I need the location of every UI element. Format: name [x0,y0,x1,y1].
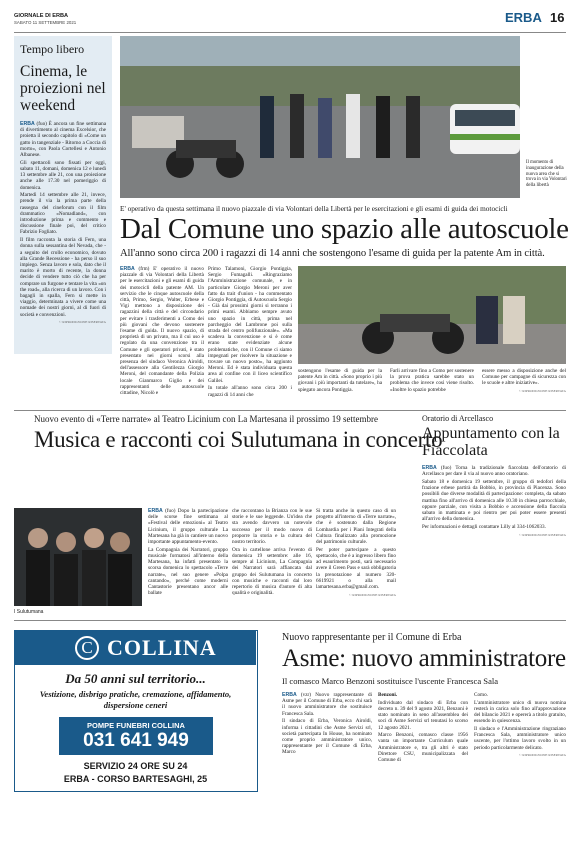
section-rule [14,620,566,621]
paper-name: GIORNALE DI ERBA [14,13,69,19]
ad-brand-bar [15,631,256,665]
page-number: 16 [550,10,565,25]
main-place: ERBA [120,266,135,272]
oratorio-place: ERBA [422,465,437,471]
asme-place: ERBA [282,692,297,698]
band-caption: I Sulutumana [14,609,44,615]
ad-collina [14,630,258,792]
main-kicker: E' operativo da questa settimana il nuovo piazzale di via Volontari della Libertà per le esercitazioni e gli esami di guida dei motocicli [120,204,508,213]
main-col-2: Primo Talamoni, Giorgio Pontiggia, Sergio Fumagalli. «Ringraziamo l'Amministrazione comunale, e in particolare Giorgio Meroni per aver fatto da trait d'union - ha commentato Giorgio Pontiggia, di Autoscuola Sergio - Già dai prossimi giorni si terranno i primi esami. Abbiamo sempre avuto uno spazio in città, prima nel parcheggio del Lambrone poi sulla strada del centro polifunzionale». «Ma scadeva la convenzione e si è come erano state evidenziate alcune problematiche, con il Comune ci siamo impegnati per risolvere la situazione e trovare un nuovo posto», ha aggiunto Meroni. Ed è stata individuata questa area al confine con il liceo scientifico Galilei. In totale all'anno sono circa 200 i ragazzi di 14 anni che [208,266,292,398]
copyright: © RIPRODUZIONE RISERVATA [519,753,566,758]
main-headline: Dal Comune uno spazio alle autoscuole [120,213,569,245]
sidebar-kicker: Tempo libero [20,42,85,56]
concert-col-2: che raccontano la Brianza con le sue storie e le sue leggende. Un'idea che sta avendo davvero un notevole successo per il modo nuovo di proporre la storia e la cultura del nostro territorio. Ora in cartellone arriva l'evento di domenica 19 settembre: alle 16, sempre al Licinium, La Compagnia dei Narratori sarà affiancata dal gruppo dei Sulutumana in concerto con musiche e racconti dal loro repertorio di musica d'autore di alta qualità e originalità. [232,508,312,597]
sidebar-paragraph: (fuo) È ancora un fine settimana di divertimento al cinema Excelsior, che proietta il secondo capitolo di «Come un gatto in tangenziale - Ritorno a Coccia di morto», con Paola Cortellesi e Antonio Albanese. [20,121,107,159]
ad-hours: SERVIZIO 24 ORE SU 24 [83,761,188,771]
copyright: © RIPRODUZIONE RISERVATA [349,592,396,597]
ad-phone: 031 641 949 [83,730,189,751]
ad-address: ERBA - CORSO BARTESAGHI, 25 [63,774,208,784]
sidebar-cinema [14,36,112,354]
oratorio-box: Oratorio di Arcellasco Appuntamento con la Fiaccolata ERBA (fuo) Torna la tradizionale fiaccolata dell'oratorio di Arcellasco per dare il via al nuovo anno oratoriano. Sabato 18 e domenica 19 settembre, il gruppo di tedofori della frazione erbese partirà da Bobbio, in provincia di Piacenza. Sono possibili due diverse modalità di partecipazione: completa, da sabato mattina fino all'arrivo di domenica alle 10.30 in chiesa parrocchiale, oppure parziale, con visita a Bobbio e accensione della fiaccola sabato in mattinata e poi rientro per poi poter essere presenti all'arrivo della domenica. Per informazioni e dettagli contattare Lilly al 334-1062033. © RIPRODUZIONE RISERVATA [422,414,567,537]
ad-brand: COLLINA [107,635,217,660]
oratorio-kicker: Oratorio di Arcellasco [422,414,494,423]
band-photo [14,508,142,606]
sidebar-paragraph: Gli spettacoli sono fissati per oggi, sabato 11, domani, domenica 12 e lunedì 13 settembre alle 21, con una proiezione anche alle 17.30 nel pomeriggio di domenica. [20,159,106,191]
issue-date: SABATO 11 SETTEMBRE 2021 [14,20,77,25]
sidebar-title: Cinema, le proiezioni nel weekend [20,63,106,114]
photo-caption: Il momento di inaugurazione della nuova area che si trova in via Volontari della libertà [526,160,567,189]
copyright: © RIPRODUZIONE RISERVATA [519,389,566,394]
concert-place: ERBA [148,508,163,514]
ad-company: POMPE FUNEBRI COLLINA [87,721,185,730]
ad-tagline: Da 50 anni sul territorio... [65,671,206,686]
motorcycle-photo [298,266,566,364]
masthead [14,12,566,30]
asme-kicker: Nuovo rappresentante per il Comune di Erba [282,632,462,643]
sidebar-paragraph: Il film racconta la storia di Fern, una donna sulla sessantina del Nevada, che - a seguito del crollo economico, dovuto alla Grande Recessione - ha perso il suo impiego. Senza lavoro e sola, dato che il marito è morto di recente, la donna decide di vendere tutto ciò che ha per comprare un furgone e tentare la vita «on the road», alla ricerca di un lavoro. Con i bagagli in spalla, Fern si mette in viaggio, determinata a vivere come una nomade dei nostri giorni, al di fuori di società e convenzioni. [20,237,106,318]
ad-phone-box [59,717,213,755]
asme-headline: Asme: nuovo amministratore [282,645,566,672]
header-rule [14,32,566,33]
main-col-3: sostengono l'esame di guida per la patente Am in città. «Sono proprio i più giovani i più importanti da tutelare», ha spiegato ancora Pontiggia. [298,368,382,393]
copyright-c-icon: C [75,636,99,660]
sidebar-place: ERBA [20,121,35,127]
asme-subhead: Il comasco Marco Benzoni sostituisce l'uscente Francesca Sala [282,676,499,686]
concert-headline: Musica e racconti coi Sulutumana in concerto [34,427,443,452]
asme-col-2: Benzoni. Individuato dal sindaco di Erba con decreto n. 39 del 9 agosto 2021, Benzoni è stato nominato in seno all'assemblea dei soci di Asme Servizi srl tenutasi lo scorso 12 agosto 2021. Marco Benzoni, comasco classe 1956 vanta un importante Curriculum quale Amministratore e, tra gli altri è stato Direttore CSU, municipalizzata del Comune di [378,692,468,764]
concert-col-1: ERBA (fuo) Dopo la partecipazione delle scorse fine settimana al «Festival delle emozioni» al Teatro Licinium, il gruppo culturale La Martesana ha già in cantiere un nuovo importante appuntamento-evento. La Compagnia dei Narratori, gruppo musicale formatosi all'interno della Martesana, ha infatti presentato la scorsa domenica lo spettacolo «Terre narrate», nel suo genere «Polpa cantando», perché come moderni Cantastorie presentano ancor alle ballate [148,508,228,597]
concert-col-3: Si tratta anche in questo caso di un progetto all'interno di «Terre narrate», che è sostenuto dalla Regione Lombardia per i Piani Integrati della Cultura finalizzato alla promozione del patrimonio culturale. Per poter partecipare a questo spettacolo, che è a ingresso libero fino ad esaurimento posti, sarà necessario avere il Green Pass e sarà obbligatoria la prenotazione al numero 320-6619921 o alla mail lamartesana.erba@gmail.com. © RIPRODUZIONE RISERVATA [316,508,396,597]
main-col-5: essere messo a disposizione anche del Comune per campagne di sicurezza con le scuole e altre iniziative». © RIPRODUZIONE RISERVATA [482,368,566,394]
concert-kicker: Nuovo evento di «Terre narrate» al Teatro Licinium con La Martesana il prossimo 19 settembre [34,414,378,424]
main-col-4: Farli arrivare fino a Como per sostenere la prova pratica sarebbe stato un problema che invece così viene risolto. «Inoltre lo spazio potrebbe [390,368,474,393]
main-col-1: ERBA (frm) E' operativo il nuovo piazzale di via Volontari della Libertà per le esercitazioni e gli esami di guida dei motocicli della patente AM. Un servizio che le cinque autoscuole della città, Primo, Sergio, Walter, Erbese e Vigi mettono a disposizione dei ragazzini della città e del circondario per evitare i trasferimenti a Como dei più giovani che devono sostenere l'esame di guida. Il nuovo spazio, di proprietà di un privato, ma il cui uso è regolato da una convenzione tra il Comune e gli operatori privati, è stato presentato nei giorni scorsi alla presenza del sindaco Veronica Airoldi, dell'assessore alla Gentilezza Giorgio Meroni, del comandante della Polizia locale Gianmarco Giglio e dei rappresentanti delle autoscuole cittadine, Nicolò e [120,266,204,397]
oratorio-headline: Appuntamento con la Fiaccolata [422,425,560,459]
asme-col-1: ERBA (vzr) Nuovo rappresentante di Asme per il Comune di Erba, ecco chi sarà il nuovo amministratore che sostituisce Francesca Sala. Il sindaco di Erba, Veronica Airoldi, informa i cittadini che Asme Servizi srl, società partecipata In House, ha nominato come proprio amministratore unico, rappresentante per il Comune di Erba, Marco [282,692,372,756]
asme-col-3: Como. L'amministratore unico di nuova nomina resterà in carica solo fino all'approvazione del bilancio 2021 e opererà a titolo gratuito, essendo in quiescenza. Il sindaco e l'Amministrazione ringraziano Francesca Sala, amministratore unico uscente, per l'ottimo lavoro svolto in un periodo particolarmente delicato. © RIPRODUZIONE RISERVATA [474,692,566,758]
copyright: © RIPRODUZIONE RISERVATA [59,320,106,325]
main-subhead: All'anno sono circa 200 i ragazzi di 14 anni che sostengono l'esame di guida per la patente Am in città. [120,248,545,259]
inauguration-photo [120,36,520,198]
section-name: ERBA [505,10,542,25]
sidebar-paragraph: Martedì 14 settembre alle 21, invece, prende il via la prima parte della rassegna del cineforum con il film drammatico «Nomadland», con introduzione prima e commento e discussione finale poi, del critico Fabrizio Fogliato. [20,192,106,236]
copyright: © RIPRODUZIONE RISERVATA [519,532,566,537]
ad-services: Vestizione, disbrigo pratiche, cremazione, affidamento, dispersione ceneri [39,689,232,710]
section-rule [14,410,566,411]
